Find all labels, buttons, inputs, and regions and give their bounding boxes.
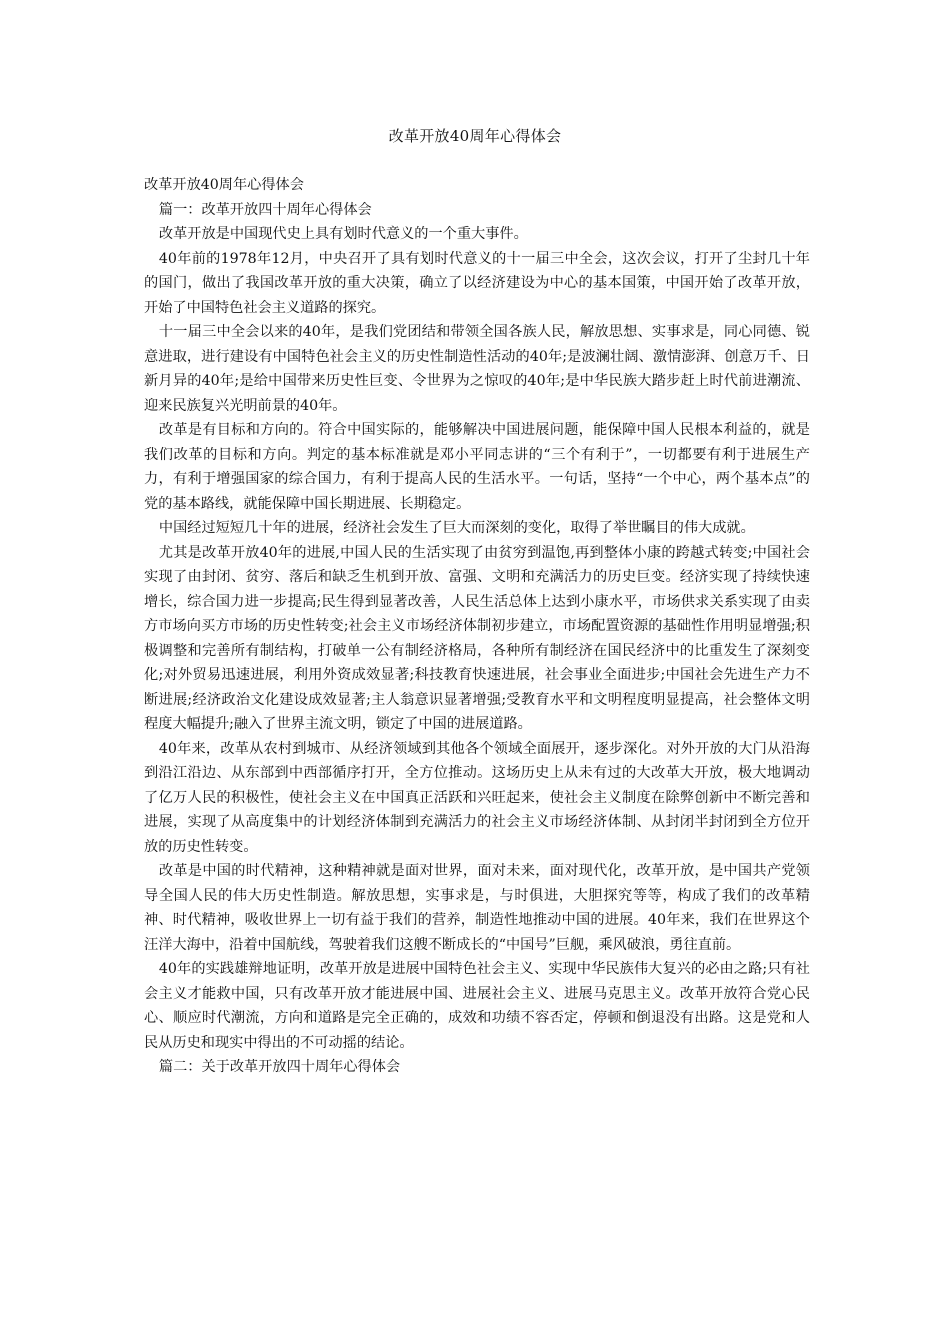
section-heading-two: 篇二：关于改革开放四十周年心得体会 [158, 1059, 401, 1075]
paragraph-8: 改革是中国的时代精神，这种精神就是面对世界，面对未来，面对现代化，改革开放，是中国共产党领导全国人民的伟大历史性制造。解放思想，实事求是，与时俱进，大胆探究等等，构成了我们的改革精神、时代精神，吸收世界上一切有益于我们的营养，制造性地推动中国的进展。40年来，我们在世界这个汪洋大海中，沿着中国航线，驾驶着我们这艘不断成长的“中国号”巨舰，乘风破浪，勇往直前。 [144, 863, 810, 953]
paragraph-1: 改革开放是中国现代史上具有划时代意义的一个重大事件。 [158, 226, 528, 242]
document-title: 改革开放40周年心得体会 [388, 127, 562, 145]
paragraph-7: 40年来，改革从农村到城市、从经济领域到其他各个领域全面展开，逐步深化。对外开放的大门从沿海到沿江沿边、从东部到中西部循序打开，全方位推动。这场历史上从未有过的大改革大开放，极大地调动了亿万人民的积极性，使社会主义在中国真正活跃和兴旺起来，使社会主义制度在除弊创新中不断完善和进展，实现了从高度集中的计划经济体制到充满活力的社会主义市场经济体制、从封闭半封闭到全方位开放的历史性转变。 [144, 740, 810, 855]
paragraph-9: 40年的实践雄辩地证明，改革开放是进展中国特色社会主义、实现中华民族伟大复兴的必由之路;只有社会主义才能救中国，只有改革开放才能进展中国、进展社会主义、进展马克思主义。改革开放符合党心民心、顺应时代潮流，方向和道路是完全正确的，成效和功绩不容否定，停顿和倒退没有出路。这是党和人民从历史和现实中得出的不可动摇的结论。 [144, 961, 810, 1051]
document-subtitle: 改革开放40周年心得体会 [144, 177, 304, 193]
document-body [144, 173, 810, 1080]
paragraph-6: 尤其是改革开放40年的进展,中国人民的生活实现了由贫穷到温饱,再到整体小康的跨越式转变;中国社会实现了由封闭、贫穷、落后和缺乏生机到开放、富强、文明和充满活力的历史巨变。经济实现了持续快速增长，综合国力进一步提高;民生得到显著改善，人民生活总体上达到小康水平，市场供求关系实现了由卖方市场向买方市场的历史性转变;社会主义市场经济体制初步建立，市场配置资源的基础性作用明显增强;积极调整和完善所有制结构，打破单一公有制经济格局，各种所有制经济在国民经济中的比重发生了深刻变化;对外贸易迅速进展，利用外资成效显著;科技教育快速进展，社会事业全面进步;中国社会先进生产力不断进展;经济政治文化建设成效显著;主人翁意识显著增强;受教育水平和文明程度明显提高，社会整体文明程度大幅提升;融入了世界主流文明，锁定了中国的进展道路。 [144, 544, 810, 732]
paragraph-4: 改革是有目标和方向的。符合中国实际的，能够解决中国进展问题，能保障中国人民根本利益的，就是我们改革的目标和方向。判定的基本标准就是邓小平同志讲的“三个有利于”，一切都要有利于进展生产力，有利于增强国家的综合国力，有利于提高人民的生活水平。一句话，坚持“一个中心，两个基本点”的党的基本路线，就能保障中国长期进展、长期稳定。 [144, 422, 810, 512]
paragraph-5: 中国经过短短几十年的进展，经济社会发生了巨大而深刻的变化，取得了举世瞩目的伟大成就。 [158, 520, 755, 536]
paragraph-3: 十一届三中全会以来的40年，是我们党团结和带领全国各族人民，解放思想、实事求是，同心同德、锐意进取，进行建设有中国特色社会主义的历史性制造性活动的40年;是波澜壮阔、激情澎湃、创意万千、日新月异的40年;是给中国带来历史性巨变、令世界为之惊叹的40年;是中华民族大踏步赶上时代前进潮流、迎来民族复兴光明前景的40年。 [144, 324, 810, 414]
section-heading-one: 篇一：改革开放四十周年心得体会 [158, 201, 372, 218]
paragraph-2: 40年前的1978年12月，中央召开了具有划时代意义的十一届三中全会，这次会议，打开了尘封几十年的国门，做出了我国改革开放的重大决策，确立了以经济建设为中心的基本国策，中国开始了改革开放，开始了中国特色社会主义道路的探究。 [144, 250, 810, 316]
